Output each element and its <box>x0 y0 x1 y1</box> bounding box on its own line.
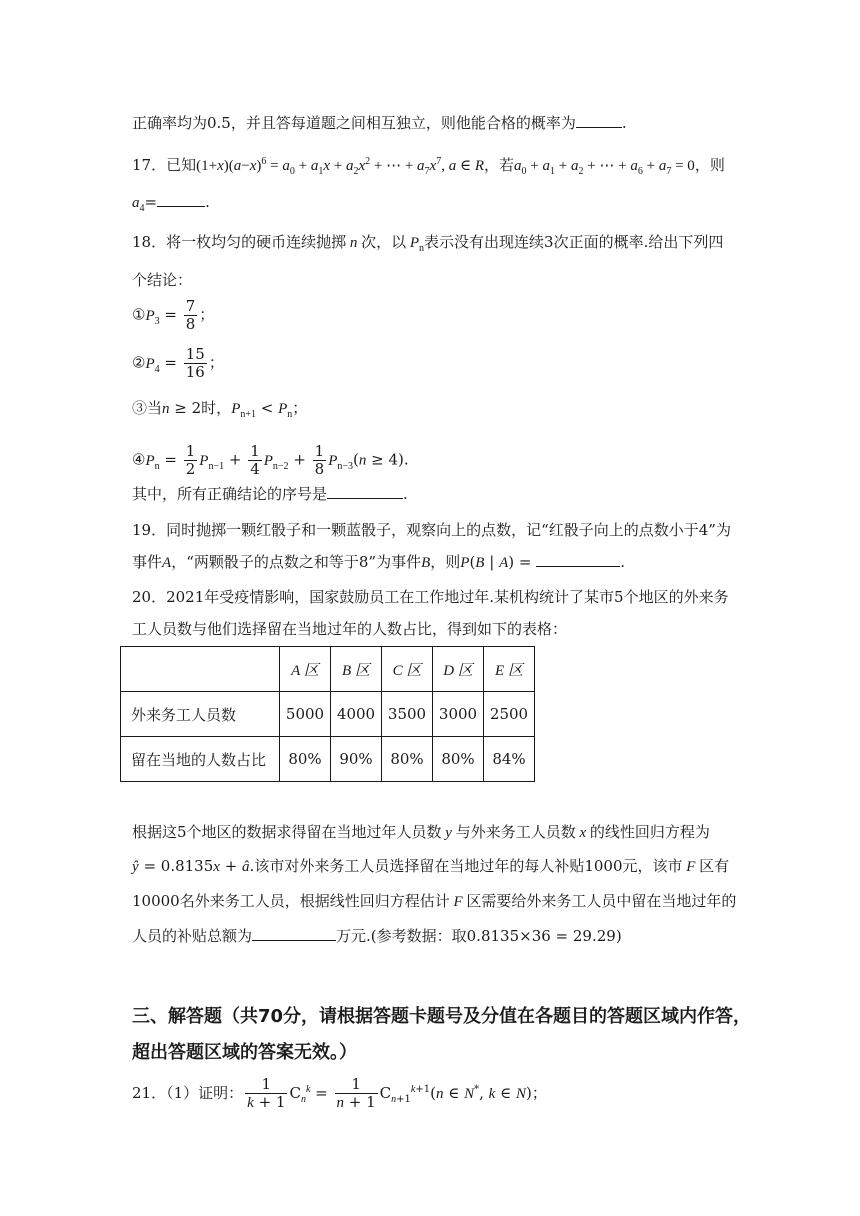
answer-blank <box>576 113 622 128</box>
problem-20-after2: ŷ = 0.8135x + â.该市对外来务工人员选择留在当地过年的每人补贴1000元，该市 F 区有 <box>132 857 730 875</box>
problem-18-line2: 个结论： <box>132 271 193 289</box>
conclusion-1: $①P_3$ = $\frac{7}{8}$ ； <box>132 297 215 333</box>
problem-18-question: 其中，所有正确结论的序号是 . <box>132 485 408 503</box>
problem-20-line2: 工人员数与他们选择留在当地过年的人数占比，得到如下的表格： <box>132 620 568 638</box>
table-row: 留在当地的人数占比 80% 90% 80% 80% 84% <box>121 737 535 782</box>
conclusion-4: $④P_n$ = $\frac{1}{2}$ $P_{n-1}$ + $\frac{1}{4}$ $P_{n-2}$ + $\frac{1}{8}$ $P_{n-3}(n \ge 4)$. <box>132 442 409 478</box>
problem-20-after3: 10000名外来务工人员，根据线性回归方程估计 F 区需要给外来务工人员中留在当地过年的 <box>132 892 737 910</box>
problem-21: 21．（1）证明： $\frac{1}{k + 1}$ $C_n^k$ = $\frac{1}{n + 1}$ $C_{n+1}^{k+1}(n$ ∈ N*, k ∈ N)； <box>132 1075 547 1111</box>
conclusion-2: $②P_4$ = $\frac{15}{16}$ ； <box>132 345 224 381</box>
problem-17-condition: $a_0 + a_1 + a_2$ + ⋯ + $a_6 + a_7 = 0$ <box>514 158 695 177</box>
answer-blank <box>252 926 336 941</box>
problem-17: 17．已知$(1+x)(a-x)^6 = a_0 + a_1x + a_2x^2$ + ⋯ + $a_7x^7$, a ∈ R，若$a_0 + a_1 + a_2$ + ⋯ + $a_6 + a_7 = 0$，则 <box>132 156 725 177</box>
problem-18: 18．将一枚均匀的硬币连续抛掷 n 次，以 $P_n$表示没有出现连续3次正面的概率.给出下列四 <box>132 233 724 254</box>
problem-17-answer: $a_4=$ . <box>132 193 210 214</box>
problem-16-text: 正确率均为0.5，并且答每道题之间相互独立，则他能合格的概率为 <box>132 114 576 132</box>
section-heading: 三、解答题（共70分，请根据答题卡题号及分值在各题目的答题区域内作答， <box>132 1006 752 1027</box>
section-heading-line2: 超出答题区域的答案无效。） <box>132 1042 357 1063</box>
problem-20: 20．2021年受疫情影响，国家鼓励员工在工作地过年.某机构统计了某市5个地区的外来务 <box>132 588 729 606</box>
answer-blank <box>327 484 403 499</box>
answer-blank <box>157 192 205 207</box>
problem-19: 19．同时抛掷一颗红骰子和一颗蓝骰子，观察向上的点数，记“红骰子向上的点数小于4”为 <box>132 521 731 539</box>
problem-19-line2: 事件A，“两颗骰子的点数之和等于8”为事件B，则P(B | A) = . <box>132 553 625 571</box>
table-header-row: A 区 B 区 C 区 D 区 E 区 <box>121 647 535 692</box>
conclusion-3: ③当n ≥ 2时，$P_{n+1} < P_n$； <box>132 399 308 420</box>
fraction: $\frac{15}{16}$ <box>185 345 205 381</box>
problem-16-tail: 正确率均为0.5，并且答每道题之间相互独立，则他能合格的概率为 . <box>132 114 627 132</box>
problem-20-after1: 根据这5个地区的数据求得留在当地过年人员数 y 与外来务工人员数 x 的线性回归方程为 <box>132 823 710 841</box>
data-table <box>120 646 535 782</box>
fraction: $\frac{7}{8}$ <box>185 297 196 333</box>
problem-20-after4: 人员的补贴总额为 万元.(参考数据：取0.8135×36 = 29.29) <box>132 927 622 945</box>
problem-17-equation: $(1+x)(a-x)^6 = a_0 + a_1x + a_2x^2$ + ⋯ + $a_7x^7$, a ∈ R <box>196 156 484 177</box>
answer-blank <box>536 552 620 567</box>
table-row: 外来务工人员数 5000 4000 3500 3000 2500 <box>121 692 535 737</box>
